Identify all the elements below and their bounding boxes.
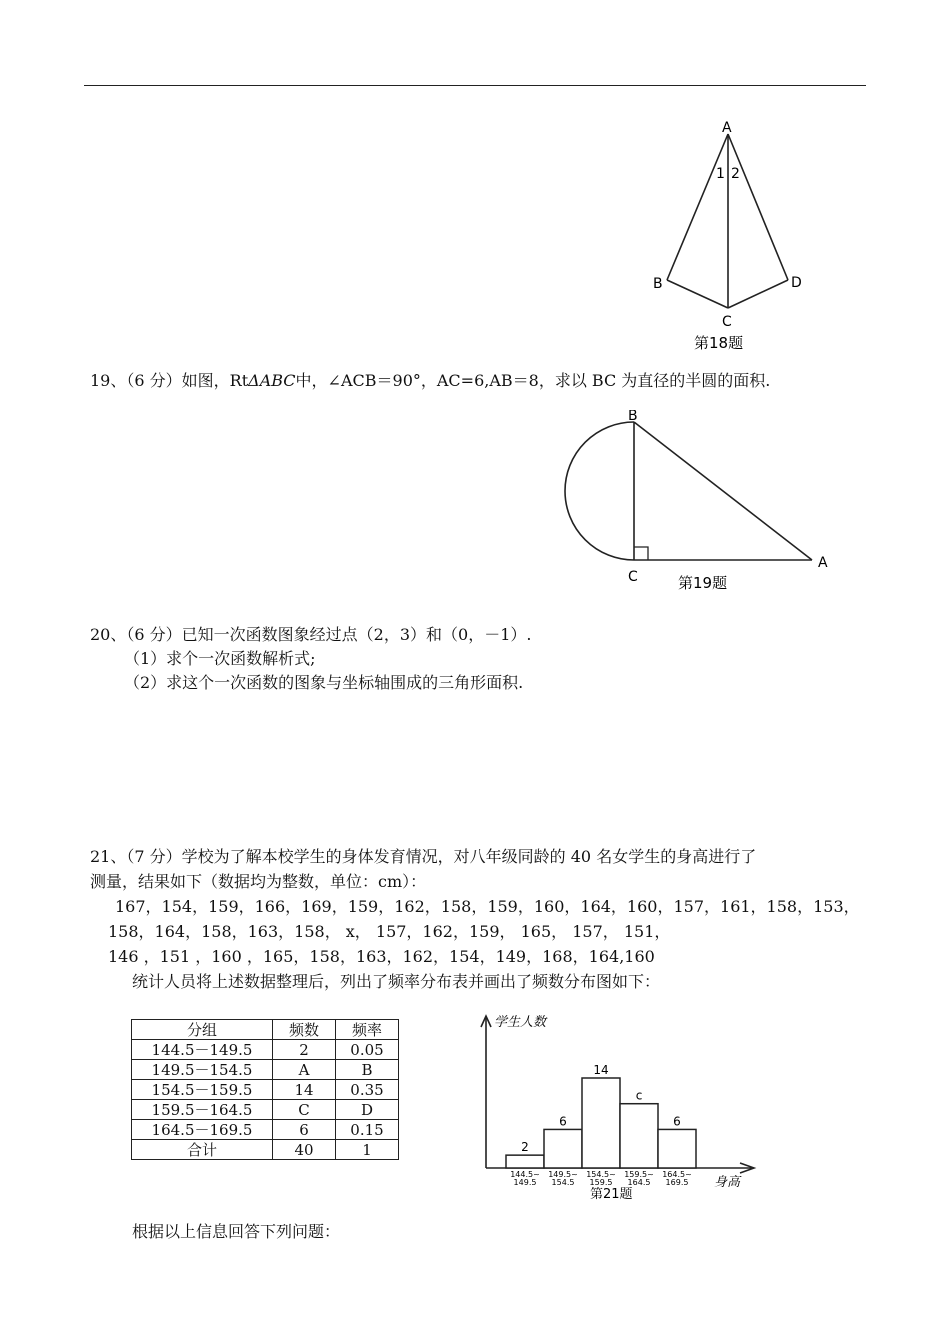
label-a: A [722, 120, 732, 136]
histogram-bar [544, 1129, 582, 1168]
table-cell: 40 [273, 1140, 336, 1160]
table-cell: 164.5－169.5 [132, 1120, 273, 1140]
table-cell: 1 [336, 1140, 399, 1160]
table-cell: 154.5－159.5 [132, 1080, 273, 1100]
histogram-chart [470, 1008, 770, 1204]
bar-data-label: 2 [521, 1140, 529, 1155]
label-b: B [628, 410, 638, 424]
table-row [132, 1060, 399, 1080]
segment-bc [667, 280, 728, 308]
histogram-bar [582, 1078, 620, 1168]
semicircle [565, 422, 634, 560]
q21-data-line2: 158，164，158，163，158， x， 157，162，159， 165， 157， 151， [108, 922, 671, 941]
q20-score: （6 分） [126, 625, 182, 644]
q20-sub1: （1）求个一次函数解析式; [124, 649, 316, 668]
label-d: D [791, 275, 802, 291]
table-header-cell: 频率 [336, 1020, 399, 1040]
table-cell: C [273, 1100, 336, 1120]
q19-score: （6 分） [126, 371, 182, 390]
x-tick-label: 169.5 [665, 1178, 689, 1187]
table-cell: 6 [273, 1120, 336, 1140]
figure-18-caption: 第18题 [694, 334, 744, 352]
histogram-bar [658, 1129, 696, 1168]
q19-triangle: ΔABC [248, 371, 296, 390]
table-header-cell: 频数 [273, 1020, 336, 1040]
label-angle-2: 2 [731, 166, 740, 182]
label-b: B [653, 276, 663, 292]
bar-data-label: 14 [593, 1063, 609, 1077]
question-19 [90, 370, 770, 392]
table-cell: 159.5－164.5 [132, 1100, 273, 1120]
segment-ad [728, 134, 788, 280]
frequency-table [131, 1019, 399, 1160]
x-tick-label: 159.5~ [624, 1170, 654, 1179]
q21-summary: 统计人员将上述数据整理后，列出了频率分布表并画出了频数分布图如下： [132, 972, 661, 991]
table-cell: 14 [273, 1080, 336, 1100]
x-tick-label: 159.5 [589, 1178, 613, 1187]
q21-score: （7 分） [126, 847, 182, 866]
segment-ba [634, 422, 812, 560]
q21-line1: 学校为了解本校学生的身体发育情况，对八年级同龄的 40 名女学生的身高进行了 [181, 847, 757, 866]
q20-text: 已知一次函数图象经过点（2，3）和（0，－1）. [181, 625, 532, 644]
right-angle-mark [634, 547, 648, 560]
table-cell: 149.5－154.5 [132, 1060, 273, 1080]
label-angle-1: 1 [716, 166, 725, 182]
x-tick-label: 164.5~ [662, 1170, 692, 1179]
q21-data-line1: 167，154，159，166，169，159，162，158，159，160，164，160，157，161，158，153， [115, 897, 860, 916]
figure-19-caption: 第19题 [678, 574, 728, 592]
label-c: C [722, 314, 732, 330]
q20-sub2: （2）求这个一次函数的图象与坐标轴围成的三角形面积. [124, 673, 524, 692]
q21-followup: 根据以上信息回答下列问题： [132, 1222, 341, 1241]
q19-text-b: 中，∠ACB＝90°，AC=6,AB＝8，求以 BC 为直径的半圆的面积. [295, 371, 771, 390]
x-tick-label: 154.5~ [586, 1170, 616, 1179]
histogram-bar [620, 1104, 658, 1168]
x-tick-label: 154.5 [551, 1178, 575, 1187]
table-cell: 144.5－149.5 [132, 1040, 273, 1060]
table-cell: 2 [273, 1040, 336, 1060]
chart-title: 第21题 [590, 1187, 633, 1202]
table-header-row [132, 1020, 399, 1040]
q20-number: 20、 [90, 625, 127, 644]
label-c: C [628, 569, 638, 585]
table-row [132, 1120, 399, 1140]
q19-text-a: 如图，Rt [181, 371, 249, 390]
q21-line2: 测量，结果如下（数据均为整数，单位：cm）： [90, 872, 427, 891]
figure-18 [640, 112, 820, 362]
table-row [132, 1100, 399, 1120]
histogram-bar [506, 1155, 544, 1168]
table-row [132, 1040, 399, 1060]
q21-data-line3: 146 ，151 ，160 ，165，158，163，162，154，149，168，164,160 [108, 947, 655, 966]
question-20 [90, 624, 531, 646]
table-cell: D [336, 1100, 399, 1120]
x-tick-label: 164.5 [627, 1178, 651, 1187]
segment-ab [667, 134, 728, 280]
question-21 [90, 846, 756, 868]
table-header-cell: 分组 [132, 1020, 273, 1040]
table-cell: 0.15 [336, 1120, 399, 1140]
bar-data-label: c [635, 1088, 643, 1103]
x-tick-label: 149.5 [513, 1178, 537, 1187]
q21-number: 21、 [90, 847, 127, 866]
table-total-row [132, 1140, 399, 1160]
x-tick-label: 144.5~ [510, 1170, 540, 1179]
y-axis-label: 学生人数 [494, 1015, 547, 1030]
table-cell: B [336, 1060, 399, 1080]
table-row [132, 1080, 399, 1100]
table-cell: A [273, 1060, 336, 1080]
label-a: A [818, 555, 828, 571]
table-cell: 合计 [132, 1140, 273, 1160]
x-axis-label: 身高 [714, 1175, 741, 1190]
header-rule [84, 85, 866, 86]
bar-data-label: 6 [673, 1114, 681, 1129]
table-cell: 0.35 [336, 1080, 399, 1100]
bar-data-label: 6 [559, 1114, 567, 1129]
figure-19 [560, 410, 840, 600]
x-tick-label: 149.5~ [548, 1170, 578, 1179]
table-cell: 0.05 [336, 1040, 399, 1060]
segment-dc [728, 280, 788, 308]
q19-number: 19、 [90, 371, 127, 390]
